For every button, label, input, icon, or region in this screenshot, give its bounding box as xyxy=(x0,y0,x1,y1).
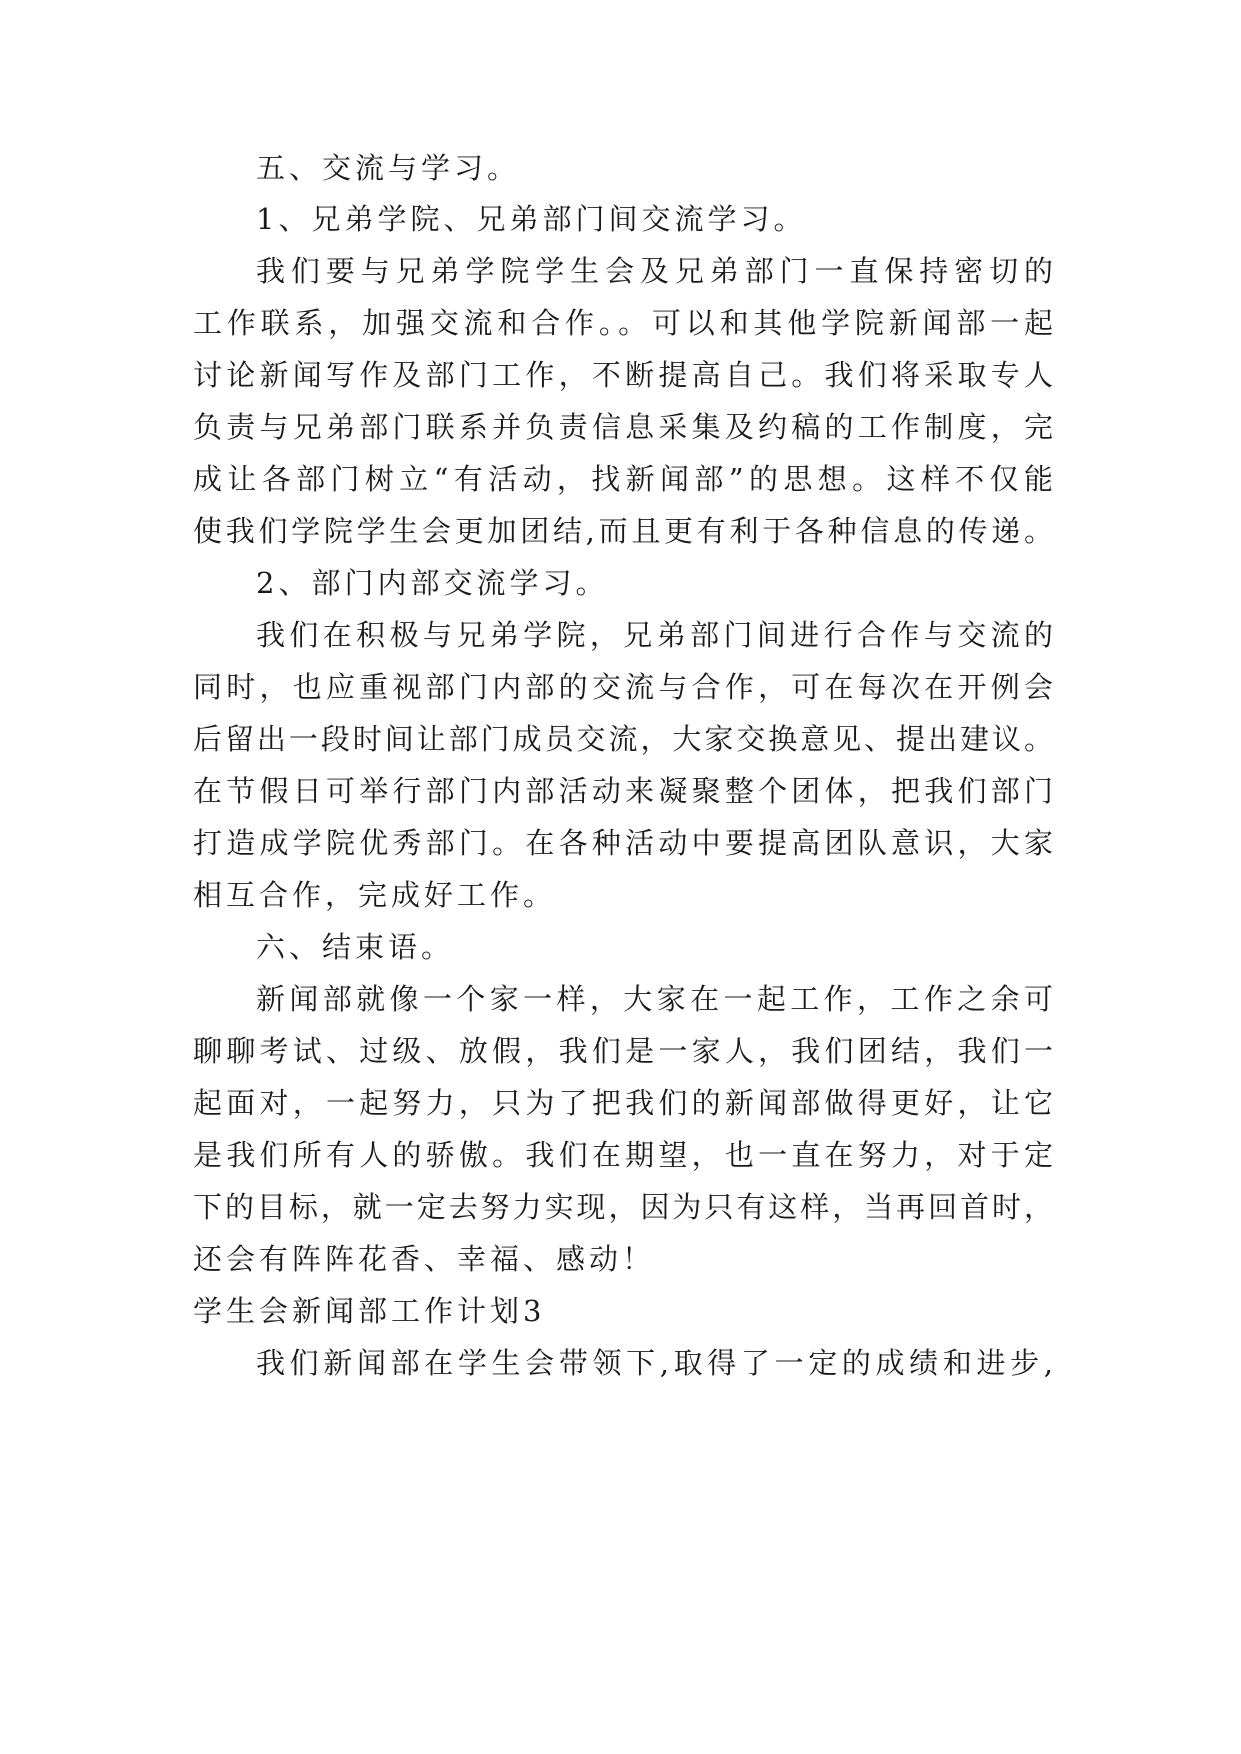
paragraph-line: 新闻部就像一个家一样，大家在一起工作，工作之余可 xyxy=(256,982,1053,1016)
section-heading-6: 六、结束语。 xyxy=(256,930,455,964)
paragraph-line: 讨论新闻写作及部门工作，不断提高自己。我们将采取专人 xyxy=(193,358,1053,392)
paragraph-line: 使我们学院学生会更加团结,而且更有利于各种信息的传递。 xyxy=(193,514,1053,548)
paragraph-line: 下的目标，就一定去努力实现，因为只有这样，当再回首时， xyxy=(193,1190,1053,1224)
paragraph-line: 我们新闻部在学生会带领下,取得了一定的成绩和进步, xyxy=(256,1346,1053,1380)
paragraph-line: 打造成学院优秀部门。在各种活动中要提高团队意识，大家 xyxy=(193,826,1053,860)
plan-title: 学生会新闻部工作计划3 xyxy=(193,1294,546,1328)
paragraph-line: 后留出一段时间让部门成员交流，大家交换意见、提出建议。 xyxy=(193,722,1053,756)
paragraph-line: 同时，也应重视部门内部的交流与合作，可在每次在开例会 xyxy=(193,670,1053,704)
paragraph-line: 成让各部门树立“有活动，找新闻部”的思想。这样不仅能 xyxy=(193,462,1053,496)
paragraph-line: 在节假日可举行部门内部活动来凝聚整个团体，把我们部门 xyxy=(193,774,1053,808)
paragraph-line: 我们要与兄弟学院学生会及兄弟部门一直保持密切的 xyxy=(256,254,1053,288)
paragraph-line: 负责与兄弟部门联系并负责信息采集及约稿的工作制度，完 xyxy=(193,410,1053,444)
paragraph-line: 聊聊考试、过级、放假，我们是一家人，我们团结，我们一 xyxy=(193,1034,1053,1068)
paragraph-line: 我们在积极与兄弟学院，兄弟部门间进行合作与交流的 xyxy=(256,618,1053,652)
section-heading-5: 五、交流与学习。 xyxy=(256,151,521,185)
paragraph-line: 工作联系，加强交流和合作。。可以和其他学院新闻部一起 xyxy=(193,306,1053,340)
paragraph-line: 相互合作，完成好工作。 xyxy=(193,878,557,912)
paragraph-line: 起面对，一起努力，只为了把我们的新闻部做得更好，让它 xyxy=(193,1086,1053,1120)
subheading-1: 1、兄弟学院、兄弟部门间交流学习。 xyxy=(256,202,807,236)
paragraph-line: 还会有阵阵花香、幸福、感动！ xyxy=(193,1242,656,1276)
subheading-2: 2、部门内部交流学习。 xyxy=(256,566,609,600)
paragraph-line: 是我们所有人的骄傲。我们在期望，也一直在努力，对于定 xyxy=(193,1138,1053,1172)
